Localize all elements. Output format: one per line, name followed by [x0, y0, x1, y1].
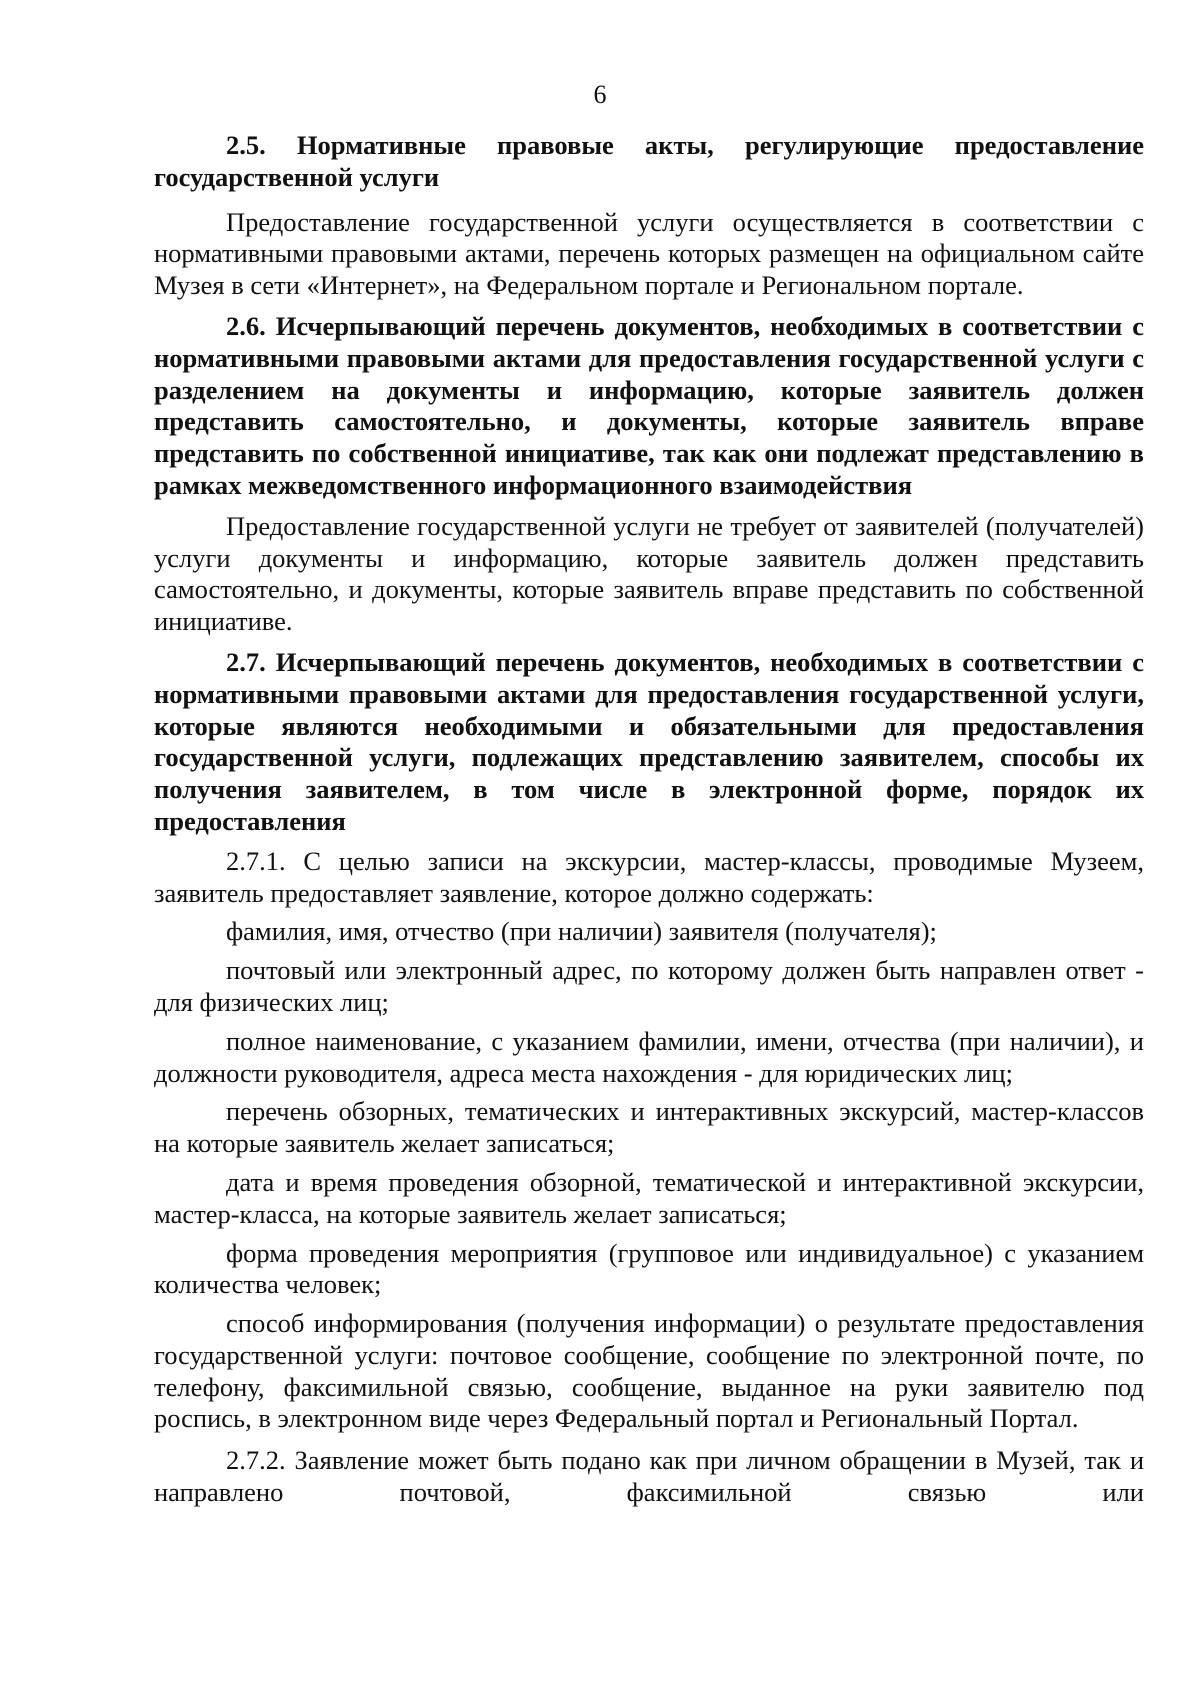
requirement-item: фамилия, имя, отчество (при наличии) заявителя (получателя); [226, 916, 937, 947]
requirement-item: перечень обзорных, тематических и интерактивных экскурсий, мастер-классов на которые заявитель желает записаться; [154, 1096, 1144, 1159]
section-2-7-2-text: 2.7.2. Заявление может быть подано как при личном обращении в Музей, так и направлено почтовой, факсимильной связью или [154, 1445, 1144, 1508]
section-2-7-1-text: 2.7.1. С целью записи на экскурсии, мастер-классы, проводимые Музеем, заявитель предоставляет заявление, которое должно содержать: [154, 845, 1144, 908]
section-2-6-heading: 2.6. Исчерпывающий перечень документов, необходимых в соответствии с нормативными правовыми актами для предоставления государственной услуги с разделением на документы и информацию, которые заявитель должен представить самостоятельно, и документы, которые заявитель вправе представить по собственной инициативе, так как они подлежат представлению в рамках межведомственного информационного взаимодействия [154, 310, 1144, 500]
requirement-item: дата и время проведения обзорной, тематической и интерактивной экскурсии, мастер-класса, на которые заявитель желает записаться; [154, 1166, 1144, 1229]
section-2-6-text: Предоставление государственной услуги не требует от заявителей (получателей) услуги документы и информацию, которые заявитель должен представить самостоятельно, и документы, которые заявитель вправе представить по собственной инициативе. [154, 510, 1144, 637]
requirement-item: полное наименование, с указанием фамилии, имени, отчества (при наличии), и должности руководителя, адреса места нахождения - для юридических лиц; [154, 1025, 1144, 1088]
requirement-item: форма проведения мероприятия (групповое или индивидуальное) с указанием количества человек; [154, 1237, 1144, 1300]
section-2-7-heading: 2.7. Исчерпывающий перечень документов, необходимых в соответствии с нормативными правовыми актами для предоставления государственной услуги, которые являются необходимыми и обязательными для предоставления государственной услуги, подлежащих представлению заявителем, способы их получения заявителем, в том числе в электронной форме, порядок их предоставления [154, 646, 1144, 836]
section-2-5-heading: 2.5. Нормативные правовые акты, регулирующие предоставление государственной услуги [154, 130, 1144, 192]
document-body [154, 130, 1144, 1509]
requirement-item: способ информирования (получения информации) о результате предоставления государственной услуги: почтовое сообщение, сообщение по электронной почте, по телефону, факсимильной связью, сообщение, выданное на руки заявителю под роспись, в электронном виде через Федеральный портал и Региональный Портал. [154, 1308, 1144, 1434]
requirement-item: почтовый или электронный адрес, по которому должен быть направлен ответ - для физических лиц; [154, 955, 1144, 1017]
section-2-5-text: Предоставление государственной услуги осуществляется в соответствии с нормативными правовыми актами, перечень которых размещен на официальном сайте Музея в сети «Интернет», на Федеральном портале и Региональном портале. [154, 206, 1144, 301]
page-number: 6 [593, 80, 607, 109]
